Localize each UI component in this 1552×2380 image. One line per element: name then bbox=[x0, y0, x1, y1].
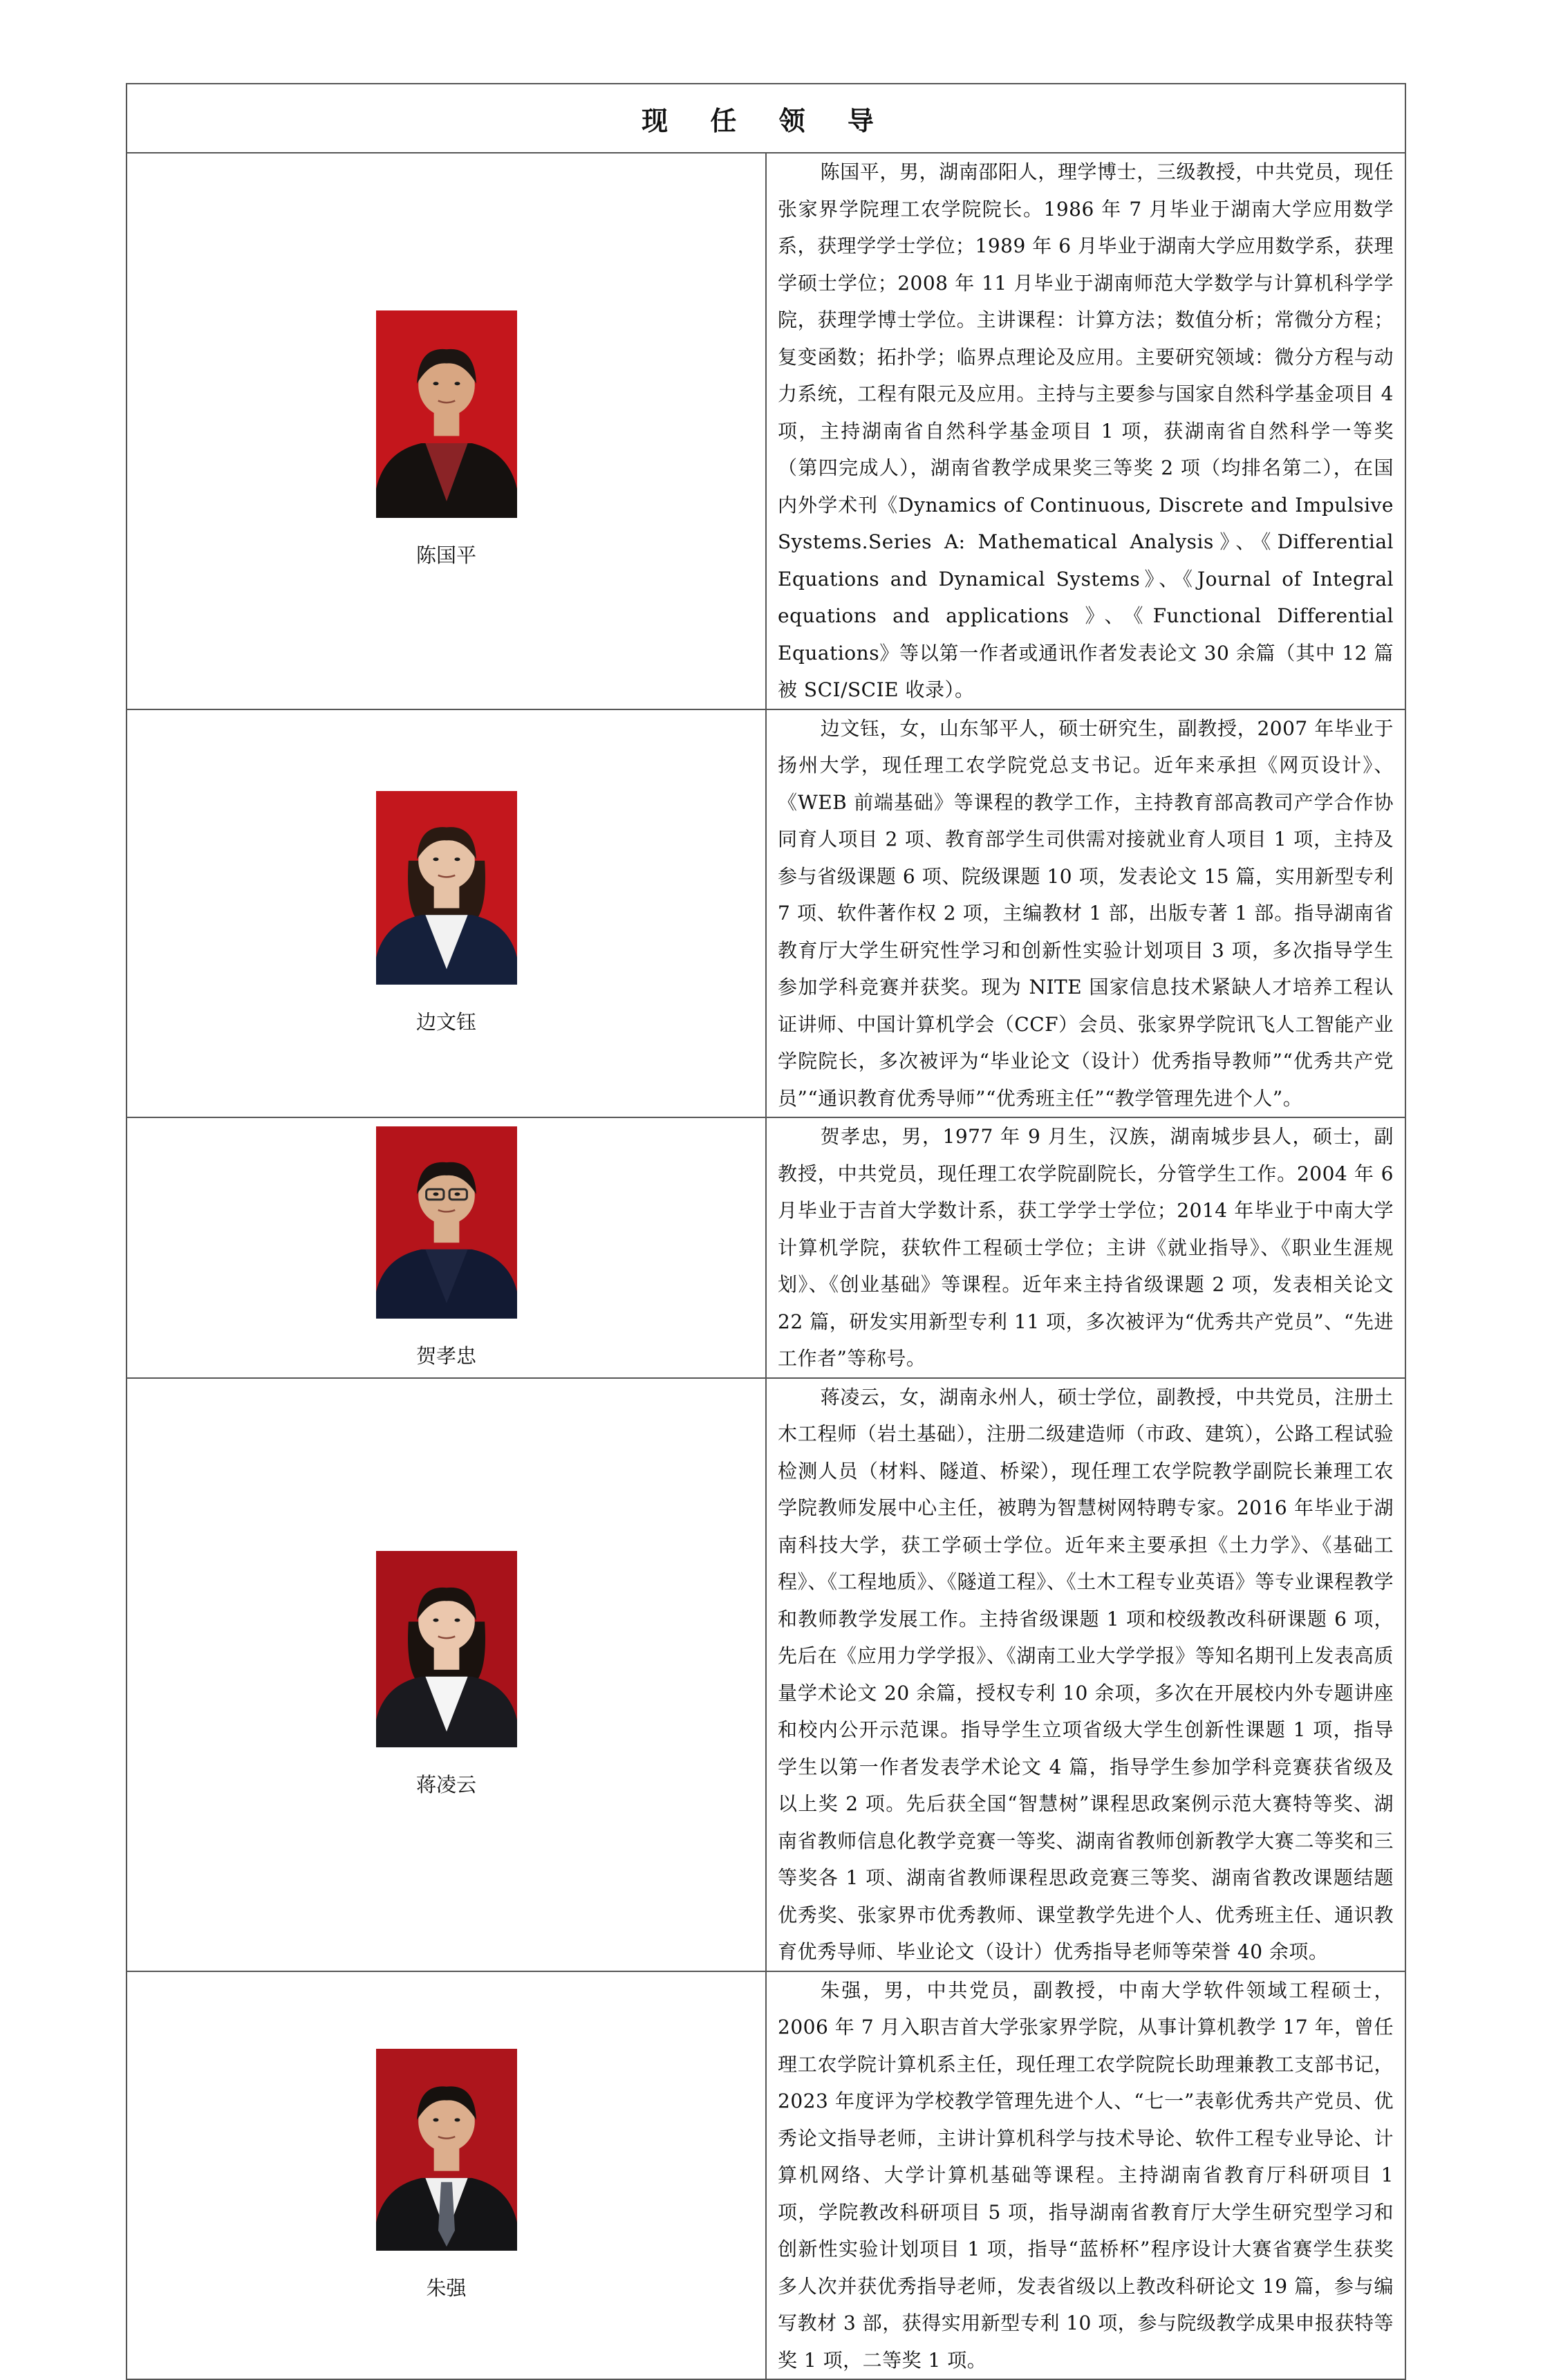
page-title: 现 任 领 导 bbox=[127, 84, 1405, 153]
eye bbox=[433, 2119, 438, 2122]
eye bbox=[454, 857, 460, 861]
leader-name: 陈国平 bbox=[415, 543, 476, 567]
photo-cell bbox=[127, 153, 766, 709]
portrait-photo bbox=[376, 1126, 517, 1319]
eye bbox=[433, 1192, 438, 1196]
eye bbox=[454, 2119, 460, 2122]
portrait-photo bbox=[376, 791, 517, 985]
photo-cell bbox=[127, 709, 766, 1118]
title-row bbox=[127, 84, 1405, 153]
leader-name: 蒋凌云 bbox=[415, 1773, 476, 1796]
photo-cell bbox=[127, 1378, 766, 1971]
leader-bio: 朱强，男，中共党员，副教授，中南大学软件领域工程硕士，2006 年 7 月入职吉首大学张家界学院，从事计算机教学 17 年，曾任理工农学院计算机系主任，现任理工农学院院长助理兼教工支部书记，2023 年度评为学校教学管理先进个人、“七一”表彰优秀共产党员、优秀论文指导老师，主讲计算机科学与技术导论、软件工程专业导论、计算机网络、大学计算机基础等课程。主持湖南省教育厅科研项目 1 项，学院教改科研项目 5 项，指导湖南省教育厅大学生研究型学习和创新性实验计划项目 1 项，指导“蓝桥杯”程序设计大赛省赛学生获奖多人次并获优秀指导老师，发表省级以上教改科研论文 19 篇，参与编写教材 3 部，获得实用新型专利 10 项，参与院级教学成果申报获特等奖 1 项，二等奖 1 项。 bbox=[778, 1978, 1394, 2372]
leader-row bbox=[127, 1971, 1405, 2380]
leader-bio: 陈国平，男，湖南邵阳人，理学博士，三级教授，中共党员，现任张家界学院理工农学院院长。1986 年 7 月毕业于湖南大学应用数学系，获理学学士学位；1989 年 6 月毕业于湖南大学应用数学系，获理学硕士学位；2008 年 11 月毕业于湖南师范大学数学与计算机科学学院，获理学博士学位。主讲课程：计算方法；数值分析；常微分方程；复变函数；拓扑学；临界点理论及应用。主要研究领域：微分方程与动力系统，工程有限元及应用。主持与主要参与国家自然科学基金项目 4 项，主持湖南省自然科学基金项目 1 项，获湖南省自然科学一等奖（第四完成人），湖南省教学成果奖三等奖 2 项（均排名第二），在国内外学术刊《Dynamics of Continuous, Discrete and Impulsive Systems.Series A: Mathematical Analysis》、《Differential Equations and Dynamical Systems》、《Journal of Integral equations and applications 》、《Functional Differential Equations》等以第一作者或通讯作者发表论文 30 余篇（其中 12 篇被 SCI/SCIE 收录）。 bbox=[778, 160, 1394, 701]
leader-bio: 边文钰，女，山东邹平人，硕士研究生，副教授，2007 年毕业于扬州大学，现任理工农学院党总支书记。近年来承担《网页设计》、《WEB 前端基础》等课程的教学工作，主持教育部高教司产学合作协同育人项目 2 项、教育部学生司供需对接就业育人项目 1 项，主持及参与省级课题 6 项、院级课题 10 项，发表论文 15 篇，实用新型专利 7 项、软件著作权 2 项，主编教材 1 部，出版专著 1 部。指导湖南省教育厅大学生研究性学习和创新性实验计划项目 3 项，多次指导学生参加学科竞赛并获奖。现为 NITE 国家信息技术紧缺人才培养工程认证讲师、中国计算机学会（CCF）会员、张家界学院讯飞人工智能产业学院院长，多次被评为“毕业论文（设计）优秀指导教师”“优秀共产党员”“通识教育优秀导师”“优秀班主任”“教学管理先进个人”。 bbox=[778, 716, 1394, 1110]
leader-row bbox=[127, 153, 1405, 709]
photo-cell bbox=[127, 1971, 766, 2380]
leader-row bbox=[127, 709, 1405, 1118]
leader-row bbox=[127, 1117, 1405, 1378]
portrait-photo bbox=[376, 2049, 517, 2251]
bio-cell bbox=[766, 153, 1405, 709]
eye bbox=[454, 1619, 460, 1622]
portrait-photo bbox=[376, 310, 517, 518]
bio-cell bbox=[766, 1117, 1405, 1378]
eye bbox=[433, 857, 438, 861]
leaders-table bbox=[126, 83, 1406, 2380]
eye bbox=[433, 382, 438, 385]
eye bbox=[454, 1192, 460, 1196]
leader-bio: 贺孝忠，男，1977 年 9 月生，汉族，湖南城步县人，硕士，副教授，中共党员，现任理工农学院副院长，分管学生工作。2004 年 6 月毕业于吉首大学数计系，获工学学士学位；2014 年毕业于中南大学计算机学院，获软件工程硕士学位；主讲《就业指导》、《职业生涯规划》、《创业基础》等课程。近年来主持省级课题 2 项，发表相关论文 22 篇，研发实用新型专利 11 项，多次被评为“优秀共产党员”、“先进工作者”等称号。 bbox=[778, 1125, 1394, 1370]
bio-cell bbox=[766, 1971, 1405, 2380]
leader-name: 边文钰 bbox=[415, 1010, 476, 1034]
leader-bio: 蒋凌云，女，湖南永州人，硕士学位，副教授，中共党员，注册土木工程师（岩土基础），注册二级建造师（市政、建筑），公路工程试验检测人员（材料、隧道、桥梁），现任理工农学院教学副院长兼理工农学院教师发展中心主任，被聘为智慧树网特聘专家。2016 年毕业于湖南科技大学，获工学硕士学位。近年来主要承担《土力学》、《基础工程》、《工程地质》、《隧道工程》、《土木工程专业英语》等专业课程教学和教师教学发展工作。主持省级课题 1 项和校级教改科研课题 6 项，先后在《应用力学学报》、《湖南工业大学学报》等知名期刊上发表高质量学术论文 20 余篇，授权专利 10 余项，多次在开展校内外专题讲座和校内公开示范课。指导学生立项省级大学生创新性课题 1 项，指导学生以第一作者发表学术论文 4 篇，指导学生参加学科竞赛获省级及以上奖 2 项。先后获全国“智慧树”课程思政案例示范大赛特等奖、湖南省教师信息化教学竞赛一等奖、湖南省教师创新教学大赛二等奖和三等奖各 1 项、湖南省教师课程思政竞赛三等奖、湖南省教改课题结题优秀奖、张家界市优秀教师、课堂教学先进个人、优秀班主任、通识教育优秀导师、毕业论文（设计）优秀指导老师等荣誉 40 余项。 bbox=[778, 1385, 1394, 1963]
eye bbox=[433, 1619, 438, 1622]
leader-row bbox=[127, 1378, 1405, 1971]
bio-cell bbox=[766, 1378, 1405, 1971]
portrait-photo bbox=[376, 1551, 517, 1747]
leader-name: 朱强 bbox=[426, 2276, 467, 2300]
eye bbox=[454, 382, 460, 385]
leader-name: 贺孝忠 bbox=[415, 1344, 476, 1368]
bio-cell bbox=[766, 709, 1405, 1118]
photo-cell bbox=[127, 1117, 766, 1378]
